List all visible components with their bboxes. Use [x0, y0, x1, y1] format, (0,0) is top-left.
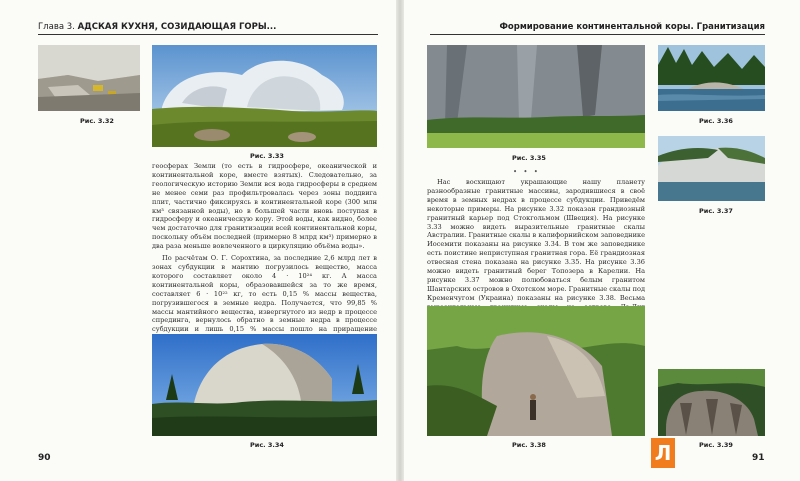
- figure-caption: Рис. 3.36: [699, 117, 733, 125]
- paragraph: Нас восхищают украшающие нашу планету разнообразные гранитные массивы, зародившиеся в своё время в земных недрах в процессе субдукции. Приведём некоторые примеры. На рисунке 3.32 показан грандиозный гранитный карьер под Стокгольмом (Швеция). На рисунке 3.33 можно видеть выразительные гранитные скалы Австралии. Гранитные скалы в калифорнийском заповеднике Иосемити показаны на рисунке 3.34. В том же заповеднике есть поистине неприступная гранитная гора. Её грандиозная отвесная стена показана на рисунке 3.35. На рисунке 3.36 можно видеть гранитный берег Топозера в Карелии. На рисунке 3.37 можно полюбоваться белым гранитом Шантарских островов в Охотском море. Гранитные скалы под Кременчугом (Украина) показаны на рисунке 3.38. Весьма: [427, 178, 645, 302]
- page-number-right: 91: [752, 453, 765, 463]
- section-separator: • • •: [513, 168, 540, 176]
- figure-caption: Рис. 3.32: [80, 117, 114, 125]
- paragraph: По расчётам О. Г. Сорохтина, за последние 2,6 млрд лет в зонах субдукции в мантию погрузилось вещество, масса которого составляет около 4 · 10²⁴ кг. А масса континентальной коры, образовавшейся за то же время, составляет 6 · 10²² кг, то есть 0,15 % массы вещества, погрузившегося в земные недра. Получается, что 99,85 % массы мантийного вещества, извергнутого из недр в процессе спрединга, вернулось обратно в земные недра в процессе субдукции и лишь 0,15 % массы пошло на приращение: [152, 254, 377, 334]
- left-running-head: [38, 19, 378, 35]
- publisher-logo: Л: [651, 438, 675, 468]
- paragraph: геосферах Земли (то есть в гидросфере, океанической и континентальной коре, вместе взятых). Следовательно, за геологическую историю Земли вся вода гидросферы в среднем не менее семи раз профильтровалась через зоны поддвига плит, частично фиксируясь в континентальной коре (300 млн км³ связанной воды), но в большей части вновь поступая в гидросферу и океаническую кору. Этой воды, как видно, более чем достаточно для гранитизации всей континентальной коры, поскольку объём последней (примерно 8 млрд км³) примерно в два раза меньше вовлеченного в циркуляцию объёма воды».: [152, 162, 377, 251]
- photo-half-dome: [152, 334, 377, 436]
- figure-caption: Рис. 3.33: [250, 152, 284, 160]
- chapter-title: АДСКАЯ КУХНЯ, СОЗИДАЮЩАЯ ГОРЫ...: [77, 22, 277, 32]
- figure-caption: Рис. 3.37: [699, 207, 733, 215]
- photo-la-digue: [658, 369, 765, 436]
- figure-caption: Рис. 3.39: [699, 441, 733, 449]
- photo-granite-quarry: [38, 45, 140, 111]
- left-page-text: [152, 162, 377, 343]
- book-gutter: [396, 0, 404, 481]
- right-running-head: Формирование континентальной коры. Гранитизация: [430, 19, 765, 35]
- photo-karelia-shore: [658, 45, 765, 111]
- chapter-label: Глава 3.: [38, 22, 75, 32]
- figure-caption: Рис. 3.38: [512, 441, 546, 449]
- photo-australian-granite: [152, 45, 377, 147]
- page-number-left: 90: [38, 453, 51, 463]
- photo-shantar-islands: [658, 136, 765, 201]
- photo-granite-cliff: [427, 45, 645, 148]
- right-page-text: [427, 178, 645, 321]
- photo-kremenchug-rocks: [427, 306, 645, 436]
- figure-caption: Рис. 3.35: [512, 154, 546, 162]
- figure-caption: Рис. 3.34: [250, 441, 284, 449]
